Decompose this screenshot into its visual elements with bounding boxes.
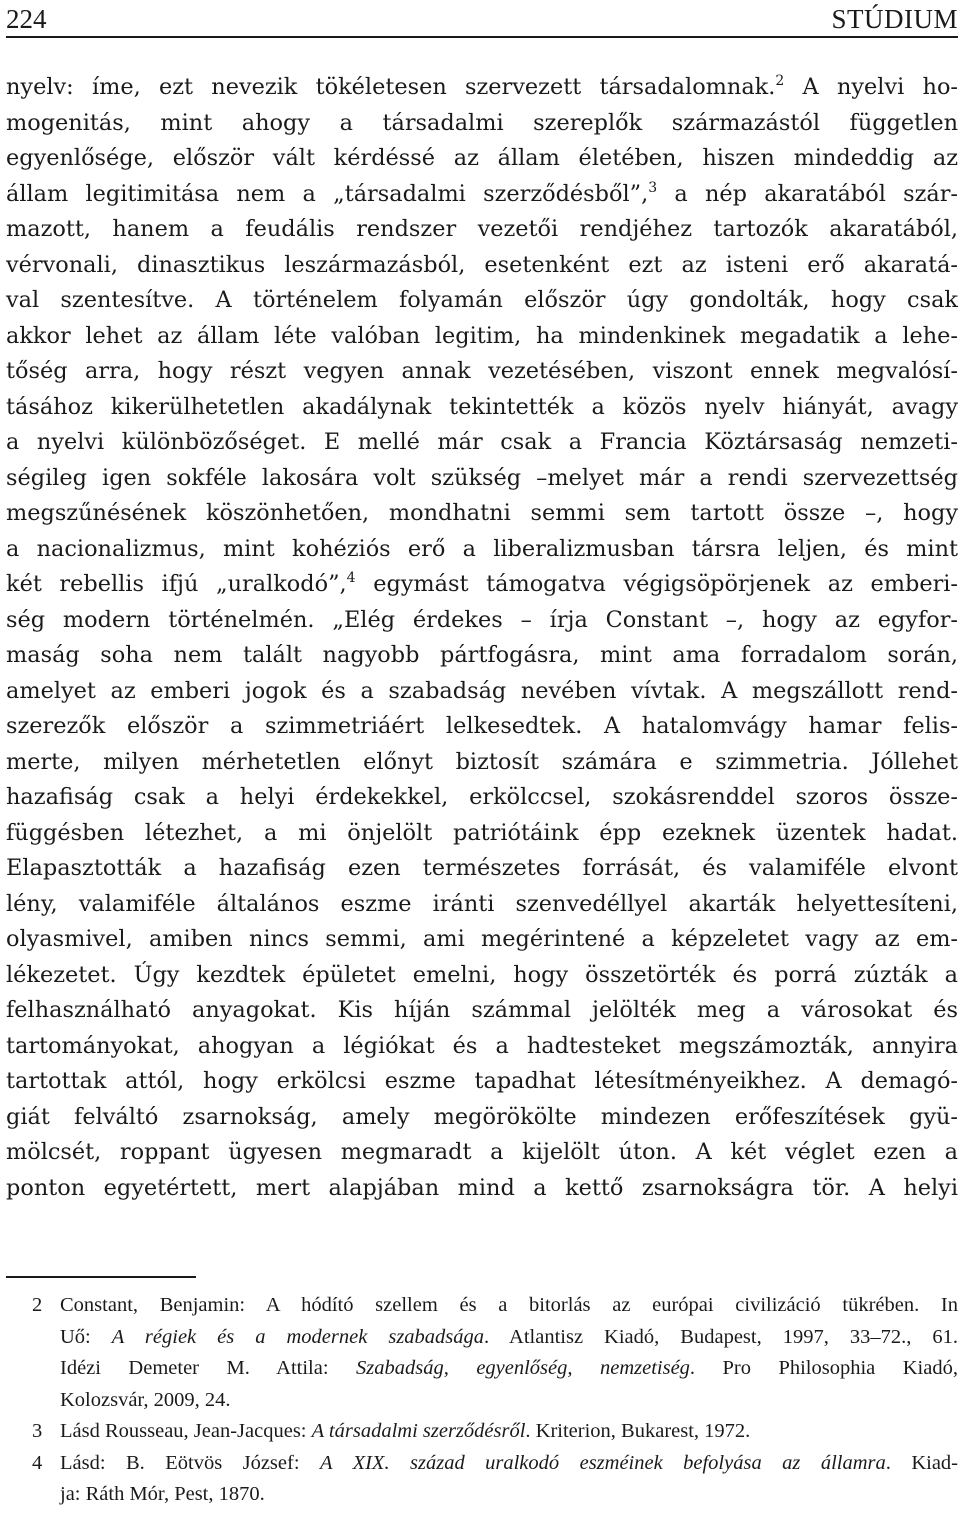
footnote-title: A régiek és a modernek szabadsága (111, 1325, 485, 1348)
body-line-text: függésben létezhet, a mi önjelölt patriótáink épp ezeknek üzentek hadat. (6, 819, 958, 846)
body-line (6, 780, 958, 816)
footnote (6, 1416, 958, 1448)
body-line (6, 958, 958, 994)
footnote-line (60, 1322, 958, 1354)
footnote-rule (6, 1276, 196, 1278)
footnote-number: 3 (32, 1420, 43, 1442)
body-line (6, 1029, 958, 1065)
body-line-text: állam legitimitása nem a „társadalmi szerződésből”, (6, 180, 649, 207)
body-line-text: A nyelvi ho- (784, 74, 958, 100)
body-line-text: Elapasztották a hazafiság ezen természetes forrását, és valamiféle elvont (6, 855, 958, 881)
body-line (6, 70, 958, 106)
body-line-text: két rebellis ifjú „uralkodó”, (6, 571, 347, 597)
body-line-text: egymást támogatva végigsöpörjenek az emberi- (355, 571, 958, 597)
footnote-text: Idézi Demeter M. Attila: (60, 1357, 357, 1379)
footnote-line (60, 1448, 958, 1480)
footnote-line (60, 1416, 958, 1448)
footnote-line (60, 1290, 958, 1322)
body-line-text: ponton egyetértett, mert alapjában mind a kettő zsarnokságra tör. A helyi (6, 1174, 958, 1201)
body-line-text: egyenlősége, először vált kérdéssé az állam életében, hiszen mindeddig az (6, 145, 958, 171)
body-line-text: mazott, hanem a feudális rendszer vezetői rendjéhez tartozók akaratából, (6, 216, 958, 242)
body-line (6, 106, 958, 142)
footnote-text: Uő: (60, 1325, 112, 1348)
body-line (6, 1064, 958, 1100)
footnote-text: Constant, Benjamin: A hódító szellem és a bitorlás az európai civilizáció tükrében. In (60, 1294, 958, 1316)
footnote-text: . Kiad- (885, 1451, 958, 1474)
body-line-text: olyasmivel, amiben nincs semmi, ami megérintené a képzeletet vagy az em- (6, 926, 958, 952)
footnote-text: Kolozsvár, 2009, 24. (60, 1388, 231, 1411)
body-line-text: merte, milyen mérhetetlen előnyt biztosít számára e szimmetria. Jóllehet (6, 748, 958, 775)
body-line-text: ség modern történelmén. „Elég érdekes – írja Constant –, hogy az egyfor- (6, 606, 958, 633)
body-line-text: tásához kikerülhetetlen akadálynak tekintették a közös nyelv hiányát, avagy (6, 393, 958, 420)
body-line-text: nyelv: íme, ezt nevezik tökéletesen szervezett társadalomnak. (6, 74, 776, 100)
body-line-text: tőség arra, hogy részt vegyen annak vezetésében, viszont ennek megvalósí- (6, 358, 958, 384)
body-line-text: hazafiság csak a helyi érdekekkel, erkölccsel, szokásrenddel szoros össze- (6, 784, 958, 810)
footnote-text: . Atlantisz Kiadó, Budapest, 1997, 33–72., 61. (484, 1325, 958, 1348)
page-number: 224 (6, 4, 47, 34)
body-text (6, 70, 958, 1206)
footnote-reference[interactable]: 2 (775, 73, 785, 89)
footnote-text: Lásd Rousseau, Jean-Jacques: (60, 1420, 312, 1442)
body-line-text: lékezetet. Úgy kezdtek épületet emelni, hogy összetörték és porrá zúzták a (6, 961, 958, 988)
body-line-text: val szentesítve. A történelem folyamán először úgy gondolták, hogy csak (6, 287, 958, 313)
body-line-text: tartományokat, ahogyan a légiókat és a hadtesteket megszámozták, annyira (6, 1032, 958, 1059)
body-line (6, 851, 958, 887)
footnote-line (60, 1353, 958, 1385)
footnote-line (60, 1479, 958, 1511)
body-line (6, 993, 958, 1029)
body-line-text: felhasználható anyagokat. Kis híján számmal jelölték meg a városokat és (6, 997, 958, 1023)
body-line (6, 177, 958, 213)
body-line (6, 603, 958, 639)
body-line (6, 461, 958, 497)
body-line (6, 1171, 958, 1207)
body-line (6, 248, 958, 284)
body-line (6, 425, 958, 461)
body-line (6, 745, 958, 781)
body-line-text: szerezők először a szimmetriáért lelkesedtek. A hatalomvágy hamar felis- (6, 713, 958, 739)
body-line (6, 816, 958, 852)
body-line (6, 638, 958, 674)
footnote-number: 2 (32, 1294, 43, 1316)
body-line (6, 1135, 958, 1171)
footnote-text: . Pro Philosophia Kiadó, (689, 1357, 958, 1379)
body-line (6, 212, 958, 248)
journal-title: STÚDIUM (831, 4, 958, 34)
footnote-reference[interactable]: 4 (346, 570, 356, 586)
footnote-text: ja: Ráth Mór, Pest, 1870. (60, 1483, 265, 1505)
body-line (6, 283, 958, 319)
footnote-title: Szabadság, egyenlőség, nemzetiség (356, 1357, 690, 1379)
body-line-text: lény, valamiféle általános eszme iránti szenvedéllyel akarták helyettesíteni, (6, 890, 958, 917)
body-line (6, 532, 958, 568)
footnotes (6, 1290, 958, 1511)
body-line-text: ségileg igen sokféle lakosára volt szükség –melyet már a rendi szervezettség (6, 464, 958, 491)
body-line (6, 674, 958, 710)
body-line-text: akkor lehet az állam léte valóban legitim, ha mindenkinek megadatik a lehe- (6, 322, 958, 349)
body-line-text: tartottak attól, hogy erkölcsi eszme tapadhat létesítményeikhez. A demagó- (6, 1068, 958, 1094)
body-line (6, 1100, 958, 1136)
footnote (6, 1448, 958, 1511)
body-line-text: maság soha nem talált nagyobb pártfogásra, mint ama forradalom során, (6, 642, 958, 668)
footnote-number: 4 (32, 1451, 43, 1474)
body-line-text: giát felváltó zsarnokság, amely megörökölte mindezen erőfeszítések gyü- (6, 1103, 958, 1130)
body-line (6, 319, 958, 355)
body-line (6, 922, 958, 958)
running-head (6, 4, 958, 34)
body-line-text: a nyelvi különbözőséget. E mellé már csak a Francia Köztársaság nemzeti- (6, 429, 958, 455)
footnote-line (60, 1385, 958, 1417)
footnote-text: Lásd: B. Eötvös József: (60, 1451, 320, 1474)
footnote-title: A társadalmi szerződésről (311, 1420, 526, 1442)
body-line (6, 567, 958, 603)
footnote-text: . Kriterion, Bukarest, 1972. (525, 1420, 751, 1442)
body-line (6, 141, 958, 177)
body-line-text: megszűnésének köszönhetően, mondhatni semmi sem tartott össze –, hogy (6, 500, 958, 526)
body-line-text: a nép akaratából szár- (657, 180, 959, 207)
body-line-text: amelyet az emberi jogok és a szabadság nevében vívtak. A megszállott rend- (6, 677, 958, 704)
body-line (6, 887, 958, 923)
body-line-text: mogenitás, mint ahogy a társadalmi szereplők származástól független (6, 109, 958, 136)
body-line (6, 390, 958, 426)
footnote (6, 1290, 958, 1416)
body-line-text: mölcsét, roppant ügyesen megmaradt a kijelölt úton. A két véglet ezen a (6, 1139, 958, 1165)
body-line-text: vérvonali, dinasztikus leszármazásból, esetenként ezt az isteni erő akaratá- (6, 251, 958, 278)
body-line-text: a nacionalizmus, mint kohéziós erő a liberalizmusban társra leljen, és mint (6, 535, 958, 562)
header-rule (6, 36, 958, 38)
body-line (6, 709, 958, 745)
body-line (6, 496, 958, 532)
body-line (6, 354, 958, 390)
footnote-title: A XIX. század uralkodó eszméinek befolyása az államra (319, 1451, 886, 1474)
footnote-reference[interactable]: 3 (648, 179, 658, 196)
